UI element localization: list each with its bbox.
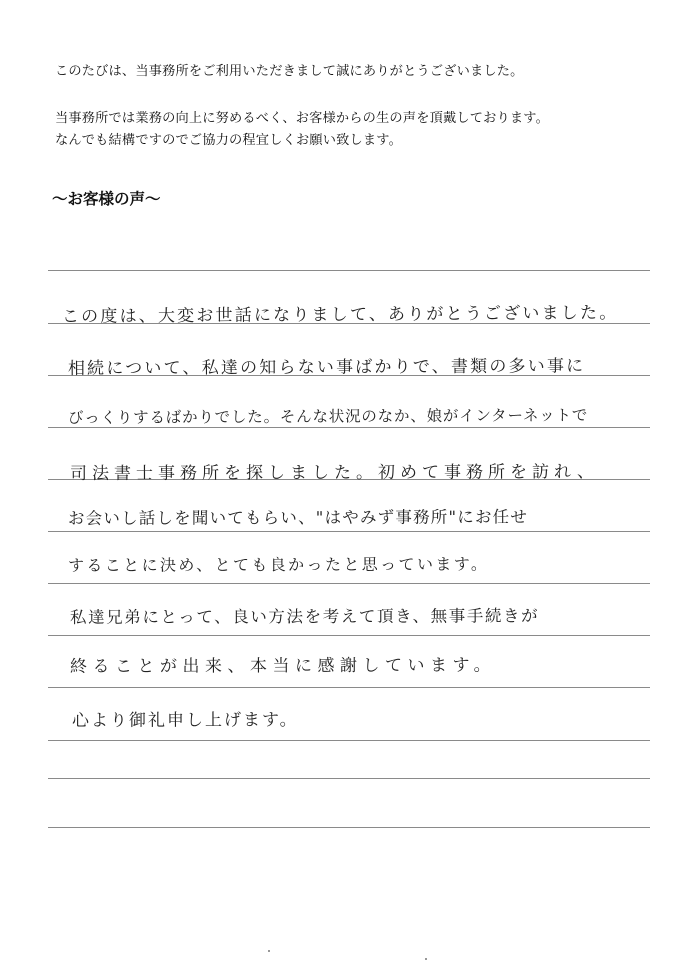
handwritten-line: この度は、大変お世話になりまして、ありがとうございました。: [61, 303, 619, 327]
handwritten-line: することに決め、とても良かったと思っています。: [67, 554, 490, 575]
ruled-line: [48, 778, 650, 779]
intro-request-line-2: なんでも結構ですのでご協力の程宜しくお願い致します。: [55, 133, 403, 148]
ruled-line: [48, 635, 650, 636]
section-heading: ～お客様の声～: [52, 190, 161, 208]
handwritten-line: お会いし話しを聞いてもらい、"はやみず事務所"にお任せ: [67, 507, 529, 528]
scan-speck: [425, 958, 427, 960]
ruled-line: [48, 270, 650, 271]
intro-request-line-1: 当事務所では業務の向上に努めるべく、お客様からの生の声を頂戴しております。: [55, 111, 550, 126]
ruled-line: [48, 827, 650, 828]
handwritten-line: 終ることが出来、本当に感謝しています。: [69, 655, 497, 677]
intro-thanks-text: このたびは、当事務所をご利用いただきまして誠にありがとうございました。: [55, 64, 524, 79]
ruled-line: [48, 583, 650, 584]
handwritten-line: 私達兄弟にとって、良い方法を考えて頂き、無事手続きが: [69, 606, 540, 627]
handwritten-line: 司法書士事務所を探しました。初めて事務所を訪れ、: [69, 462, 600, 484]
handwritten-line: 心より御礼申し上げます。: [71, 710, 299, 731]
ruled-line: [48, 687, 650, 688]
ruled-line: [48, 531, 650, 532]
ruled-line: [48, 740, 650, 741]
handwritten-line: びっくりするばかりでした。そんな状況のなか、娘がインターネットで: [67, 406, 589, 427]
handwritten-line: 相続について、私達の知らない事ばかりで、書類の多い事に: [67, 356, 586, 379]
scan-speck: [268, 950, 270, 952]
